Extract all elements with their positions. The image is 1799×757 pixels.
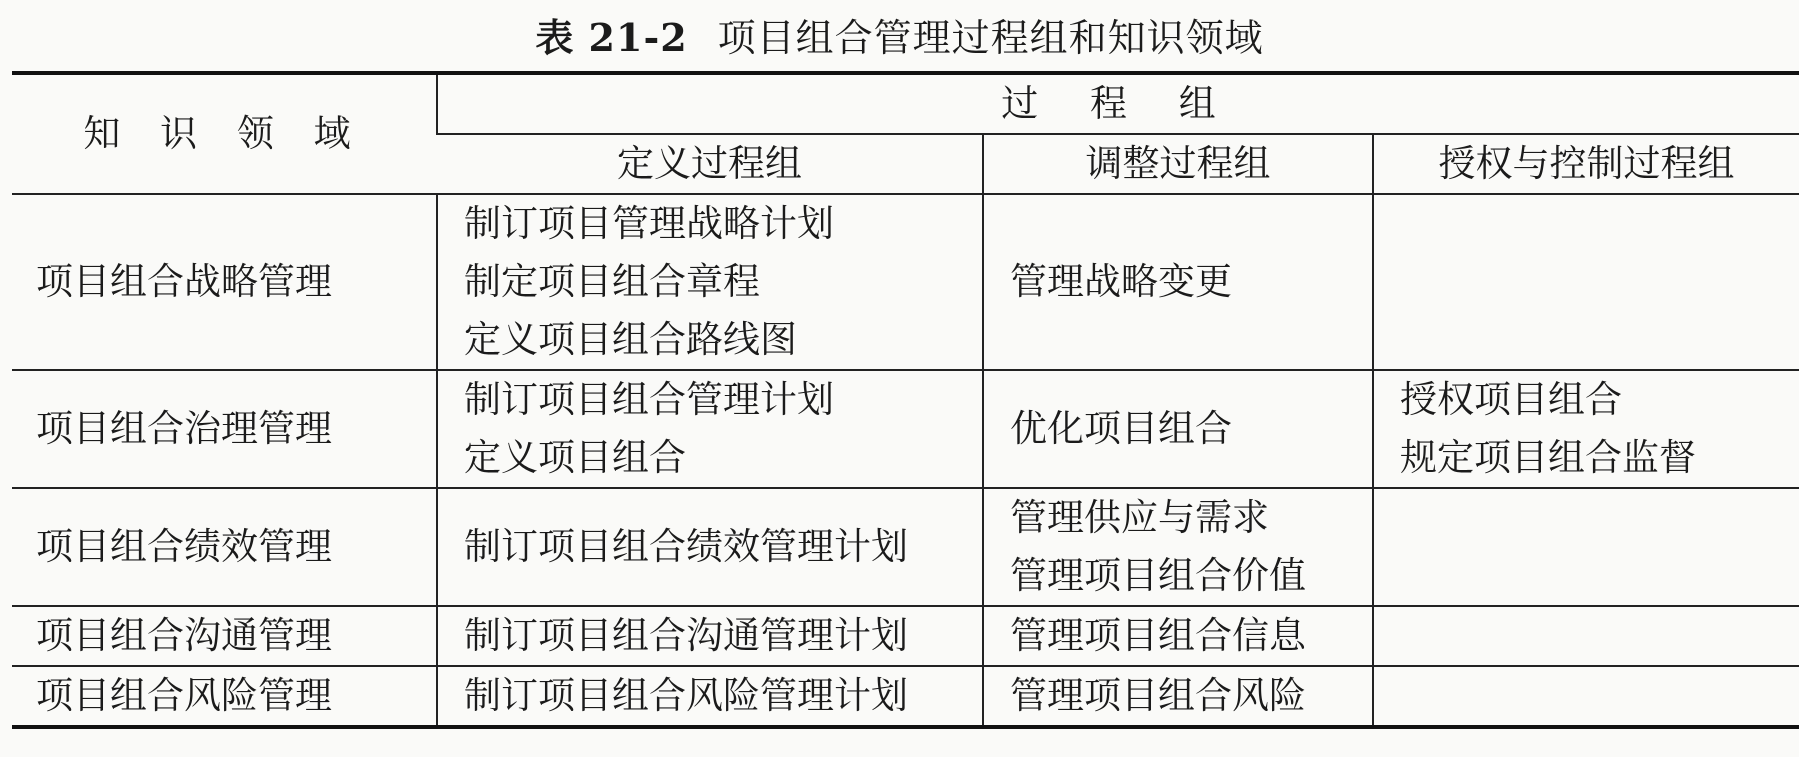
adjust-process-cell — [983, 488, 1373, 606]
define-process-cell — [437, 666, 983, 727]
adjust-process-cell — [983, 194, 1373, 370]
process-item: 制订项目组合绩效管理计划 — [464, 525, 908, 568]
knowledge-area-cell: 项目组合治理管理 — [12, 370, 437, 488]
knowledge-area-cell: 项目组合沟通管理 — [12, 606, 437, 666]
process-item: 管理项目组合风险 — [1010, 674, 1306, 717]
table-number: 表 21-2 — [535, 15, 688, 60]
authorize-process-cell — [1373, 370, 1799, 488]
process-item: 制订项目组合沟通管理计划 — [464, 614, 908, 657]
authorize-process-cell — [1373, 666, 1799, 727]
process-item: 制订项目管理战略计划 — [464, 202, 834, 245]
knowledge-area-cell: 项目组合风险管理 — [12, 666, 437, 727]
column-header-adjust: 调整过程组 — [983, 134, 1373, 194]
table-row — [12, 194, 1799, 370]
process-item: 规定项目组合监督 — [1400, 436, 1696, 479]
process-item: 定义项目组合路线图 — [464, 318, 797, 361]
process-item: 管理项目组合价值 — [1010, 554, 1306, 597]
define-process-cell — [437, 194, 983, 370]
process-item: 管理供应与需求 — [1010, 496, 1269, 539]
knowledge-area-cell: 项目组合绩效管理 — [12, 488, 437, 606]
table-row — [12, 606, 1799, 666]
process-item: 管理战略变更 — [1010, 260, 1232, 303]
process-item: 定义项目组合 — [464, 436, 686, 479]
adjust-process-cell — [983, 370, 1373, 488]
process-item: 优化项目组合 — [1010, 407, 1232, 450]
table-row — [12, 666, 1799, 727]
process-item: 制订项目组合管理计划 — [464, 378, 834, 421]
process-item: 管理项目组合信息 — [1010, 614, 1306, 657]
authorize-process-cell — [1373, 488, 1799, 606]
process-item: 制订项目组合风险管理计划 — [464, 674, 908, 717]
table-body — [12, 194, 1799, 727]
table-row — [12, 488, 1799, 606]
process-group-table — [12, 71, 1799, 729]
process-item: 授权项目组合 — [1400, 378, 1622, 421]
adjust-process-cell — [983, 666, 1373, 727]
authorize-process-cell — [1373, 606, 1799, 666]
define-process-cell — [437, 488, 983, 606]
header-row-1 — [12, 73, 1799, 134]
knowledge-area-cell: 项目组合战略管理 — [12, 194, 437, 370]
table-caption — [0, 10, 1799, 66]
process-item: 制定项目组合章程 — [464, 260, 760, 303]
column-header-define: 定义过程组 — [437, 134, 983, 194]
adjust-process-cell — [983, 606, 1373, 666]
process-groups-header: 过 程 组 — [437, 73, 1799, 134]
authorize-process-cell — [1373, 194, 1799, 370]
table-row — [12, 370, 1799, 488]
define-process-cell — [437, 370, 983, 488]
knowledge-area-header: 知 识 领 域 — [12, 73, 437, 194]
table-title: 项目组合管理过程组和知识领域 — [717, 16, 1264, 60]
define-process-cell — [437, 606, 983, 666]
column-header-authorize: 授权与控制过程组 — [1373, 134, 1799, 194]
